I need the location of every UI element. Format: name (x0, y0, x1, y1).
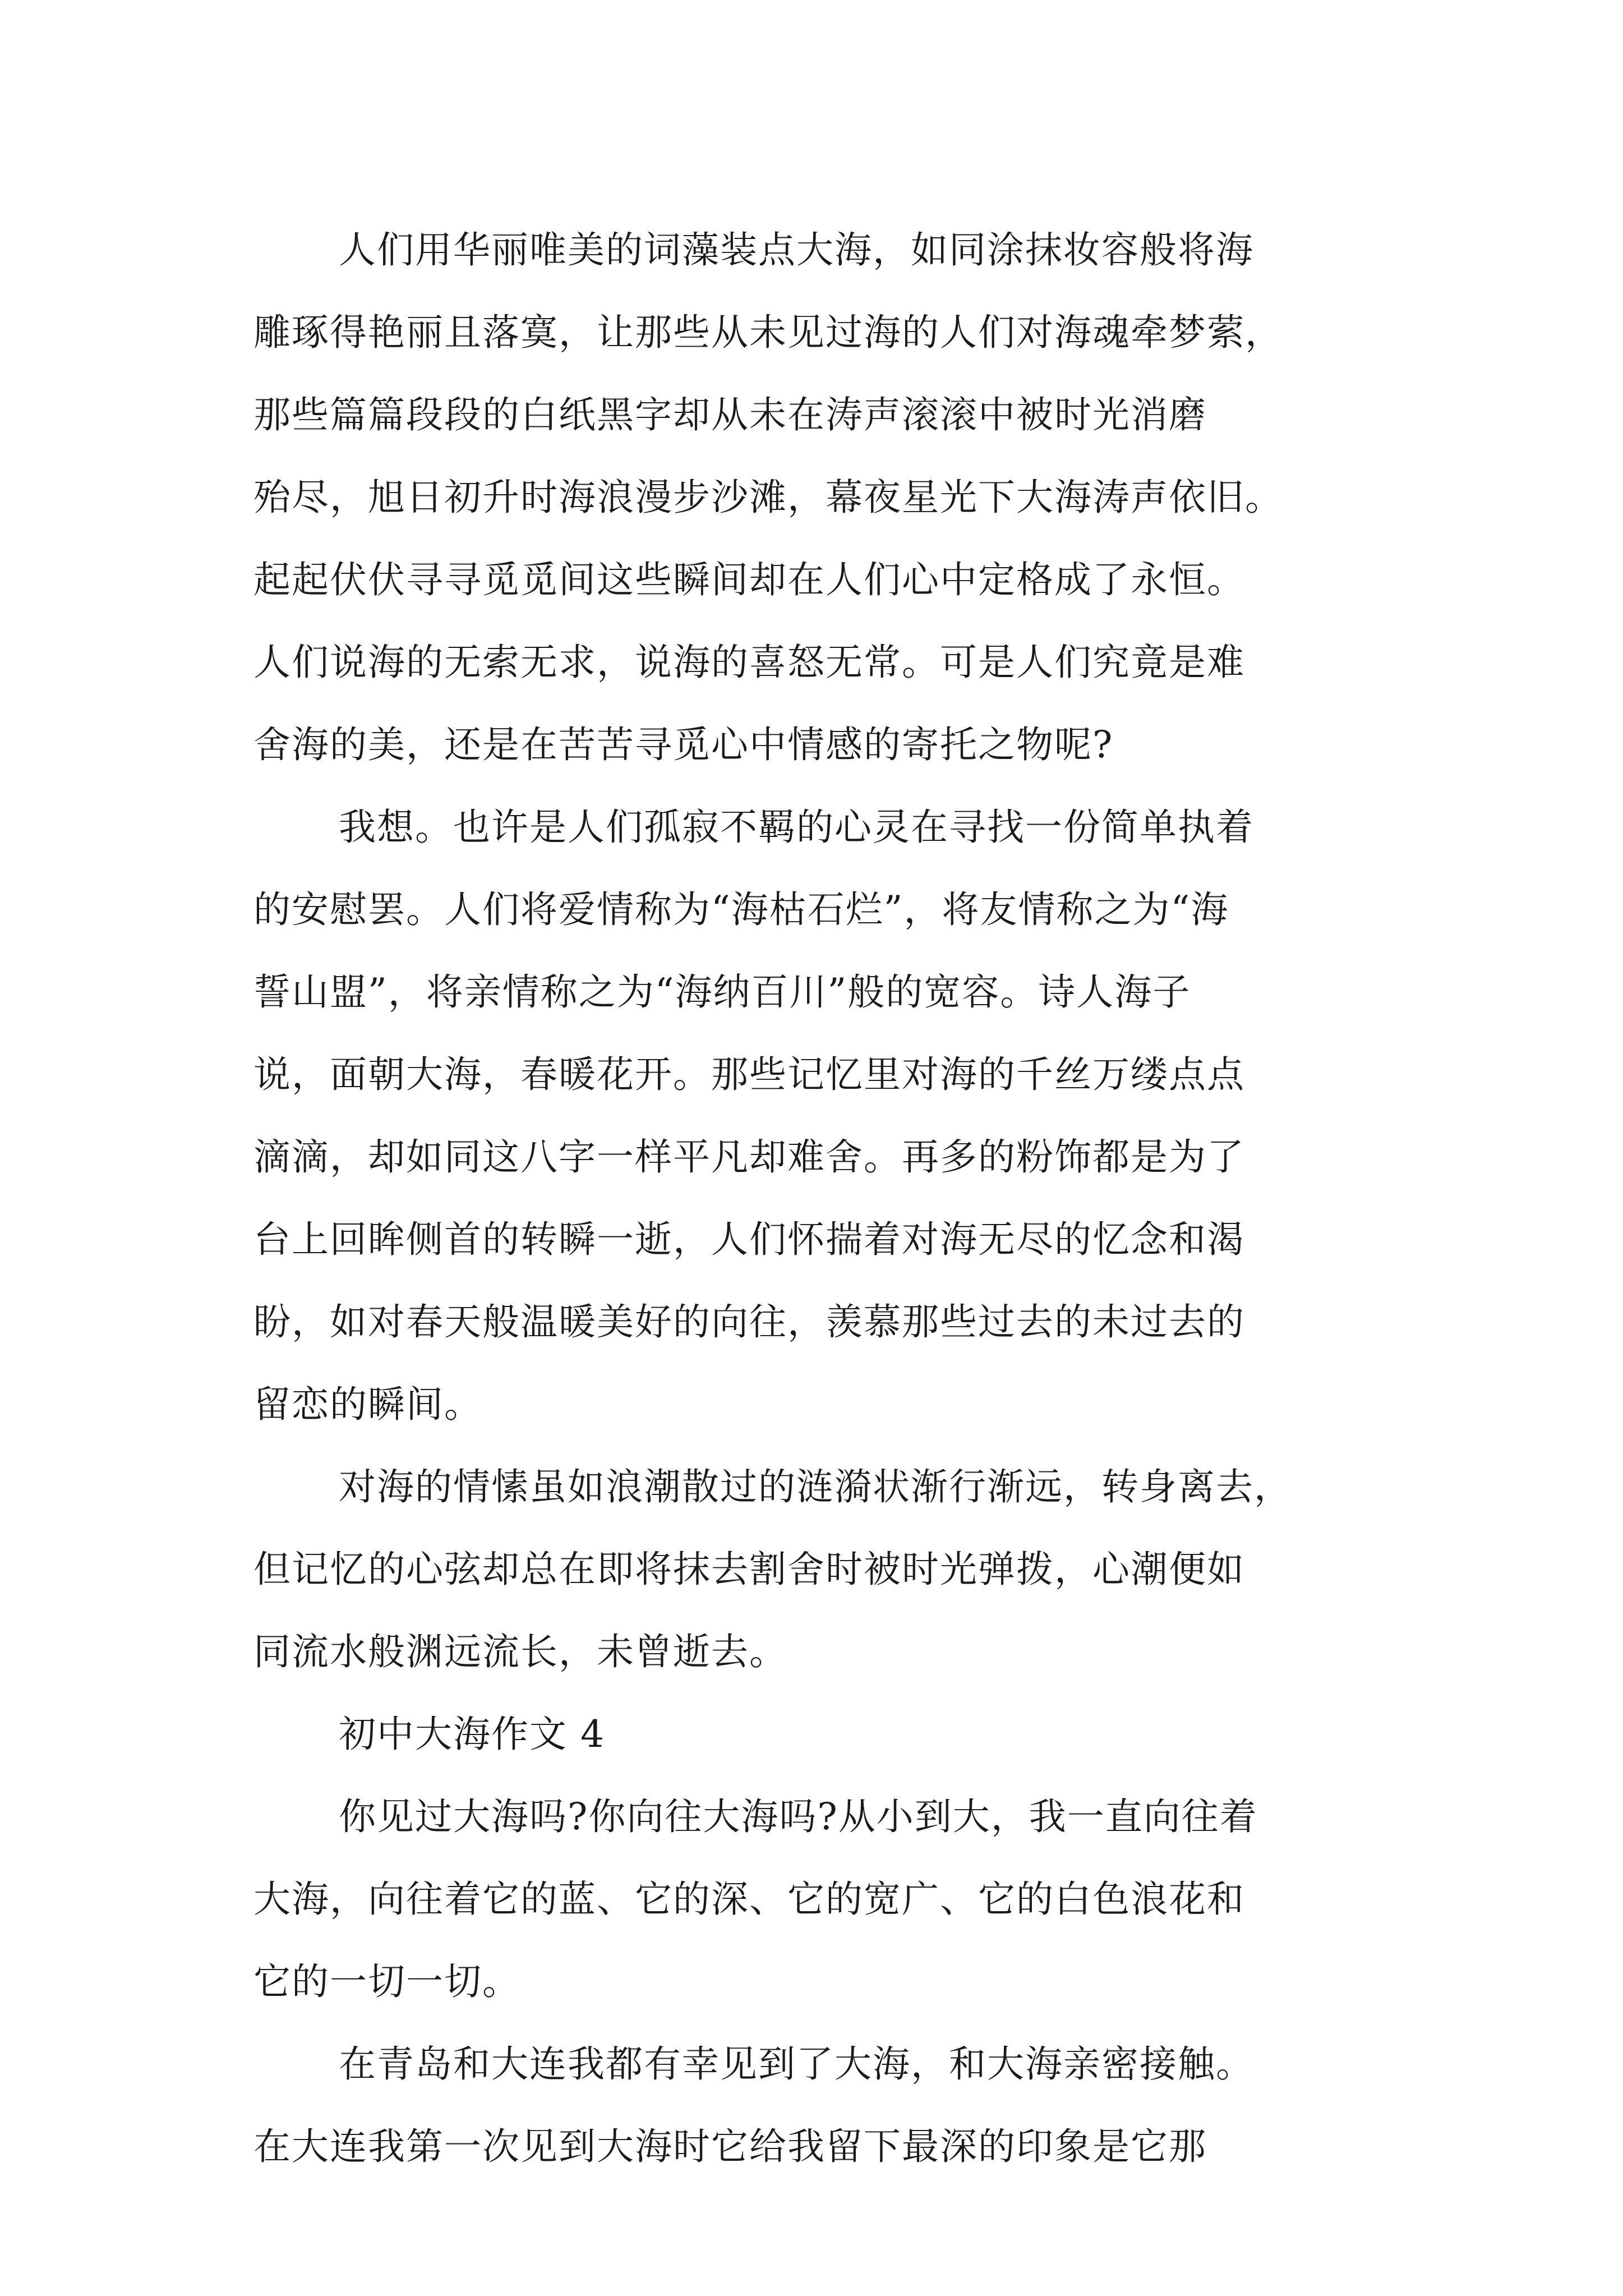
text-line: 台上回眸侧首的转瞬一逝，人们怀揣着对海无尽的忆念和渴 (253, 1218, 1245, 1261)
text-line: 在青岛和大连我都有幸见到了大海，和大海亲密接触。 (339, 2042, 1254, 2086)
text-line: 说，面朝大海，春暖花开。那些记忆里对海的千丝万缕点点 (253, 1053, 1245, 1096)
text-line: 誓山盟”，将亲情称之为“海纳百川”般的宽容。诗人海子 (253, 970, 1191, 1014)
text-line: 滴滴，却如同这八字一样平凡却难舍。再多的粉饰都是为了 (253, 1135, 1245, 1179)
section-heading: 初中大海作文 4 (339, 1713, 605, 1756)
text-line: 殆尽，旭日初升时海浪漫步沙滩，幕夜星光下大海涛声依旧。 (253, 476, 1283, 519)
text-line: 人们用华丽唯美的词藻装点大海，如同涂抹妆容般将海 (339, 228, 1254, 272)
text-line: 舍海的美，还是在苦苦寻觅心中情感的寄托之物呢? (253, 723, 1114, 766)
text-line: 雕琢得艳丽且落寞，让那些从未见过海的人们对海魂牵梦萦， (253, 311, 1283, 354)
text-line: 留恋的瞬间。 (253, 1383, 482, 1426)
text-line: 但记忆的心弦却总在即将抹去割舍时被时光弹拨，心潮便如 (253, 1548, 1245, 1591)
text-line: 同流水般渊远流长，未曾逝去。 (253, 1630, 787, 1673)
document-body (253, 209, 1437, 2188)
text-line: 起起伏伏寻寻觅觅间这些瞬间却在人们心中定格成了永恒。 (253, 558, 1245, 601)
text-line: 盼，如对春天般温暖美好的向往，羡慕那些过去的未过去的 (253, 1300, 1245, 1343)
text-line: 我想。也许是人们孤寂不羁的心灵在寻找一份简单执着 (339, 806, 1254, 849)
text-line: 人们说海的无索无求，说海的喜怒无常。可是人们究竟是难 (253, 641, 1245, 684)
text-line: 你见过大海吗?你向往大海吗?从小到大，我一直向往着 (339, 1795, 1258, 1838)
text-line: 对海的情愫虽如浪潮散过的涟漪状渐行渐远，转身离去， (339, 1465, 1292, 1508)
text-line: 那些篇篇段段的白纸黑字却从未在涛声滚滚中被时光消磨 (253, 393, 1207, 436)
text-line: 在大连我第一次见到大海时它给我留下最深的印象是它那 (253, 2125, 1207, 2168)
text-line: 它的一切一切。 (253, 1960, 520, 2003)
text-line: 的安慰罢。人们将爱情称为“海枯石烂”，将友情称之为“海 (253, 888, 1229, 931)
text-line: 大海，向往着它的蓝、它的深、它的宽广、它的白色浪花和 (253, 1878, 1245, 1921)
